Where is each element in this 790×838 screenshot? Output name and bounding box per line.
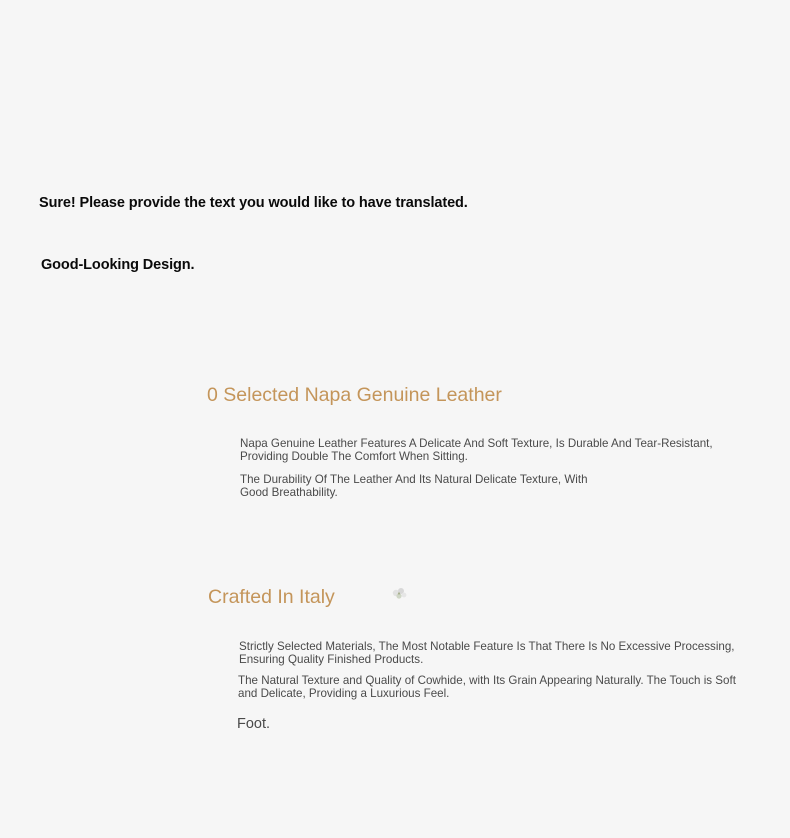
- intro-subheading: Good-Looking Design.: [41, 257, 195, 273]
- crafted-italy-paragraph-2: The Natural Texture and Quality of Cowhide, with Its Grain Appearing Naturally. The Touch is Soft and Delicate, Providing a Luxurious Feel.: [238, 674, 736, 700]
- napa-leather-paragraph-2: The Durability Of The Leather And Its Natural Delicate Texture, With Good Breathability.: [240, 473, 588, 499]
- crafted-italy-paragraph-1: Strictly Selected Materials, The Most Notable Feature Is That There Is No Excessive Processing, Ensuring Quality Finished Products.: [239, 640, 735, 666]
- napa-leather-paragraph-1: Napa Genuine Leather Features A Delicate And Soft Texture, Is Durable And Tear-Resistant, Providing Double The Comfort When Sitting.: [240, 437, 713, 463]
- crafted-italy-title: Crafted In Italy: [208, 586, 335, 608]
- foot-label: Foot.: [237, 716, 271, 732]
- flower-decoration-icon: [387, 585, 413, 605]
- intro-heading: Sure! Please provide the text you would like to have translated.: [39, 195, 468, 211]
- napa-leather-title: 0 Selected Napa Genuine Leather: [207, 384, 502, 406]
